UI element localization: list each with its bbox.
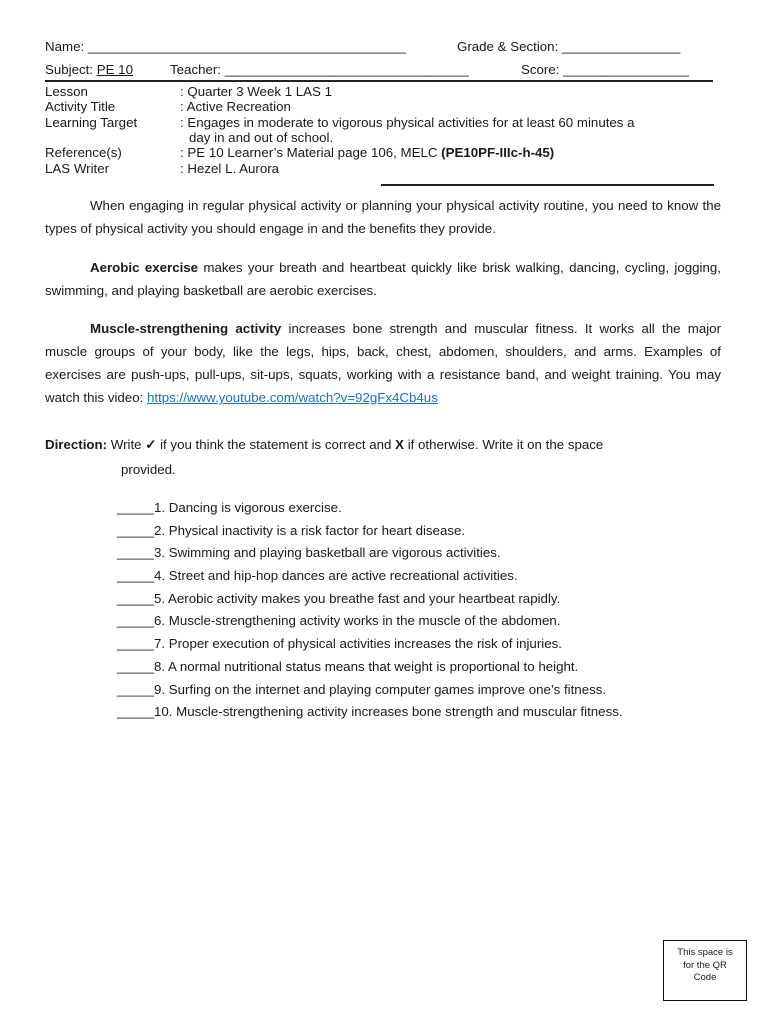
name-label: Name: bbox=[45, 39, 85, 54]
teacher-blank[interactable]: _________________________________ bbox=[224, 62, 469, 77]
question-item-5[interactable]: _____5. Aerobic activity makes you breathe fast and your heartbeat rapidly. bbox=[117, 590, 561, 606]
las-writer-label: LAS Writer bbox=[45, 160, 110, 176]
question-item-2[interactable]: _____2. Physical inactivity is a risk factor for heart disease. bbox=[117, 522, 466, 538]
direction-text-d: provided. bbox=[121, 462, 176, 477]
name-row bbox=[45, 39, 406, 54]
learning-target-value-cont: day in and out of school. bbox=[189, 129, 334, 145]
check-mark-icon: ✓ bbox=[145, 437, 157, 452]
score-row bbox=[521, 62, 689, 77]
activity-title-value: : Active Recreation bbox=[180, 99, 291, 115]
qr-text-line-2: for the QR bbox=[683, 959, 727, 971]
subject-value: PE 10 bbox=[96, 62, 133, 77]
meta-divider bbox=[381, 184, 714, 186]
score-label: Score: bbox=[521, 62, 560, 77]
teacher-label: Teacher: bbox=[170, 62, 221, 77]
intro-text: When engaging in regular physical activity or planning your physical activity routine, you need to know the types of physical activity you should engage in and the benefits they provide. bbox=[45, 198, 721, 236]
x-mark: X bbox=[395, 437, 404, 452]
intro-paragraph bbox=[45, 194, 721, 240]
question-item-7[interactable]: _____7. Proper execution of physical activities increases the risk of injuries. bbox=[117, 636, 562, 652]
question-item-3[interactable]: _____3. Swimming and playing basketball are vigorous activities. bbox=[117, 545, 501, 561]
melc-code: (PE10PF-IIIc-h-45) bbox=[441, 145, 555, 161]
muscle-paragraph bbox=[45, 317, 721, 409]
learning-target-value: : Engages in moderate to vigorous physical activities for at least 60 minutes a bbox=[180, 114, 635, 130]
direction bbox=[45, 437, 603, 453]
teacher-row bbox=[170, 62, 469, 77]
question-item-9[interactable]: _____9. Surfing on the internet and playing computer games improve one’s fitness. bbox=[117, 681, 607, 697]
grade-blank[interactable]: ________________ bbox=[561, 39, 681, 54]
direction-text-b: if you think the statement is correct and bbox=[156, 437, 396, 452]
grade-row bbox=[457, 39, 680, 54]
name-blank[interactable]: ___________________________________________ bbox=[87, 39, 406, 54]
question-list bbox=[117, 498, 623, 725]
score-blank[interactable]: _________________ bbox=[563, 62, 689, 77]
video-link[interactable]: https://www.youtube.com/watch?v=92gFx4Cb4us bbox=[147, 390, 438, 405]
activity-title-label: Activity Title bbox=[45, 99, 116, 115]
lesson-label: Lesson bbox=[45, 84, 88, 99]
subject-row bbox=[45, 62, 133, 77]
learning-target-label: Learning Target bbox=[45, 114, 138, 130]
question-item-10[interactable]: _____10. Muscle-strengthening activity increases bone strength and muscular fitness. bbox=[117, 704, 623, 720]
qr-code-placeholder bbox=[663, 940, 747, 1001]
direction-text-a: Write bbox=[107, 437, 146, 452]
lesson-value: : Quarter 3 Week 1 LAS 1 bbox=[180, 84, 333, 99]
aerobic-paragraph bbox=[45, 256, 721, 302]
question-item-8[interactable]: _____8. A normal nutritional status means that weight is proportional to height. bbox=[117, 658, 579, 674]
header-divider bbox=[45, 80, 713, 82]
muscle-text: increases bone strength and muscular fitness. It works all the major muscle groups of your body, like the legs, hips, back, chest, abdomen, shoulders, and arms. Examples of exercises are push-ups, pull-ups, sit-ups, squats, working with a resistance band, and weight training. You may watch this video: bbox=[45, 321, 721, 405]
references-text: : PE 10 Learner’s Material page 106, MELC bbox=[180, 145, 442, 161]
question-item-4[interactable]: _____4. Street and hip-hop dances are active recreational activities. bbox=[117, 568, 518, 584]
direction-cont bbox=[121, 462, 176, 477]
qr-text-line-3: Code bbox=[693, 972, 717, 983]
muscle-term: Muscle-strengthening activity bbox=[90, 321, 282, 336]
las-writer-value: : Hezel L. Aurora bbox=[180, 160, 280, 176]
aerobic-term: Aerobic exercise bbox=[90, 260, 199, 275]
subject-label: Subject: bbox=[45, 62, 94, 77]
references-value bbox=[180, 145, 554, 160]
aerobic-text: makes your breath and heartbeat quickly like brisk walking, dancing, cycling, jogging, swimming, and playing basketball are aerobic exercises. bbox=[45, 260, 721, 298]
qr-text-line-1: This space is bbox=[677, 947, 733, 958]
direction-label: Direction: bbox=[45, 437, 108, 452]
grade-label: Grade & Section: bbox=[457, 39, 559, 54]
direction-text-c: if otherwise. Write it on the space bbox=[404, 437, 604, 452]
references-label: Reference(s) bbox=[45, 145, 122, 161]
lesson-meta bbox=[45, 84, 721, 179]
question-item-1[interactable]: _____1. Dancing is vigorous exercise. bbox=[117, 500, 342, 515]
question-item-6[interactable]: _____6. Muscle-strengthening activity works in the muscle of the abdomen. bbox=[117, 613, 561, 629]
